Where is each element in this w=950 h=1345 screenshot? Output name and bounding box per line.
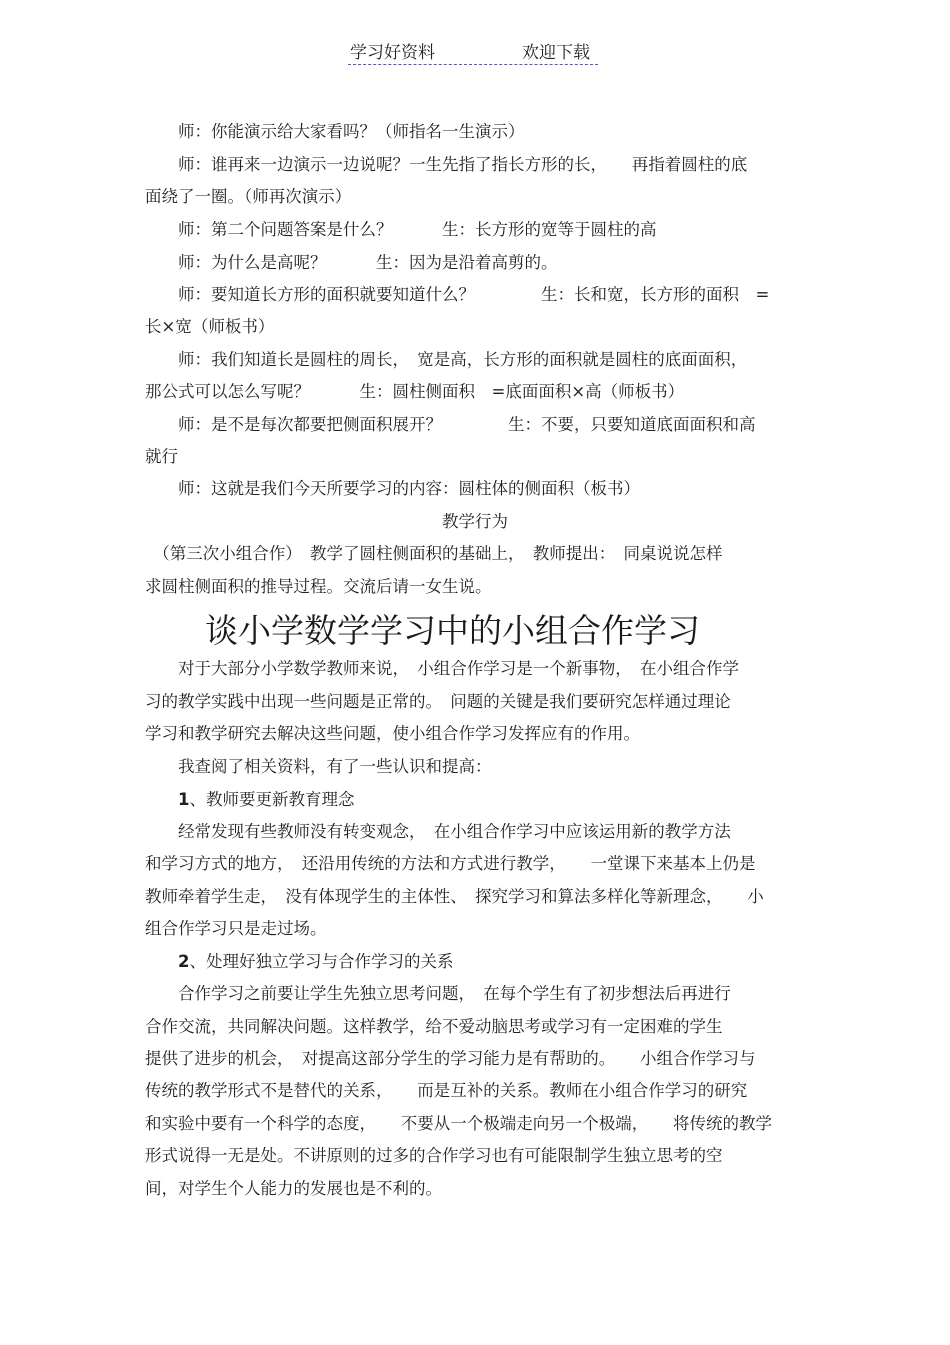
text-line: 组合作学习只是走过场。	[145, 919, 327, 938]
text-line: 形式说得一无是处。不讲原则的过多的合作学习也有可能限制学生独立思考的空	[145, 1146, 723, 1165]
text-line: 传统的教学形式不是替代的关系， 而是互补的关系。教师在小组合作学习的研究	[145, 1081, 748, 1100]
text-line: 和学习方式的地方， 还沿用传统的方法和方式进行教学， 一堂课下来基本上仍是	[145, 854, 756, 873]
header-left-text: 学习好资料	[350, 43, 435, 63]
text-line: 对于大部分小学数学教师来说， 小组合作学习是一个新事物， 在小组合作学	[145, 659, 739, 678]
text-line: 和实验中要有一个科学的态度， 不要从一个极端走向另一个极端， 将传统的教学	[145, 1114, 772, 1133]
text-line: 师：谁再来一边演示一边说呢？一生先指了指长方形的长， 再指着圆柱的底	[145, 155, 748, 174]
text-line: 教师牵着学生走， 没有体现学生的主体性、 探究学习和算法多样化等新理念， 小	[145, 887, 764, 906]
text-line: 学习和教学研究去解决这些问题，使小组合作学习发挥应有的作用。	[145, 724, 640, 743]
heading-number: 2	[178, 952, 190, 971]
text-line: 提供了进步的机会， 对提高这部分学生的学习能力是有帮助的。 小组合作学习与	[145, 1049, 756, 1068]
text-line: 合作交流，共同解决问题。这样教学，给不爱动脑思考或学习有一定困难的学生	[145, 1017, 723, 1036]
text-line: （第三次小组合作） 教学了圆柱侧面积的基础上， 教师提出： 同桌说说怎样	[145, 544, 723, 563]
text-line: 师：为什么是高呢？ 生：因为是沿着高剪的。	[145, 253, 558, 272]
text-line: 间，对学生个人能力的发展也是不利的。	[145, 1179, 442, 1198]
header-dashed-rule	[348, 64, 598, 65]
text-line: 那公式可以怎么写呢？ 生：圆柱侧面积 =底面面积×高（师板书）	[145, 382, 685, 401]
section-heading-1	[145, 784, 354, 816]
heading-number: 1	[178, 790, 190, 809]
text-line: 面绕了一圈。（师再次演示）	[145, 187, 352, 206]
text-line: 我查阅了相关资料，有了一些认识和提高：	[145, 757, 492, 776]
heading-text: 、处理好独立学习与合作学习的关系	[189, 952, 454, 971]
text-line: 师：第二个问题答案是什么？ 生：长方形的宽等于圆柱的高	[145, 220, 657, 239]
section-heading-2	[145, 946, 453, 978]
text-line: 经常发现有些教师没有转变观念， 在小组合作学习中应该运用新的教学方法	[145, 822, 731, 841]
text-line: 长×宽（师板书）	[145, 317, 275, 336]
text-line: 师：是不是每次都要把侧面积展开？ 生：不要，只要知道底面面积和高	[145, 415, 756, 434]
article-title: 谈小学数学学习中的小组合作学习	[205, 611, 700, 650]
text-line: 求圆柱侧面积的推导过程。交流后请一女生说。	[145, 577, 492, 596]
text-line: 师：我们知道长是圆柱的周长， 宽是高，长方形的面积就是圆柱的底面面积，	[145, 350, 748, 369]
header-right-text: 欢迎下载	[522, 43, 590, 63]
text-line: 就行	[145, 447, 178, 466]
text-line: 合作学习之前要让学生先独立思考问题， 在每个学生有了初步想法后再进行	[145, 984, 731, 1003]
text-line: 师：你能演示给大家看吗？（师指名一生演示）	[145, 122, 525, 141]
heading-text: 、教师要更新教育理念	[189, 790, 355, 809]
text-line: 师：这就是我们今天所要学习的内容：圆柱体的侧面积（板书）	[145, 479, 640, 498]
text-line: 师：要知道长方形的面积就要知道什么？ 生：长和宽，长方形的面积 =	[145, 285, 770, 304]
section-label: 教学行为	[442, 512, 508, 531]
text-line: 习的教学实践中出现一些问题是正常的。 问题的关键是我们要研究怎样通过理论	[145, 692, 731, 711]
